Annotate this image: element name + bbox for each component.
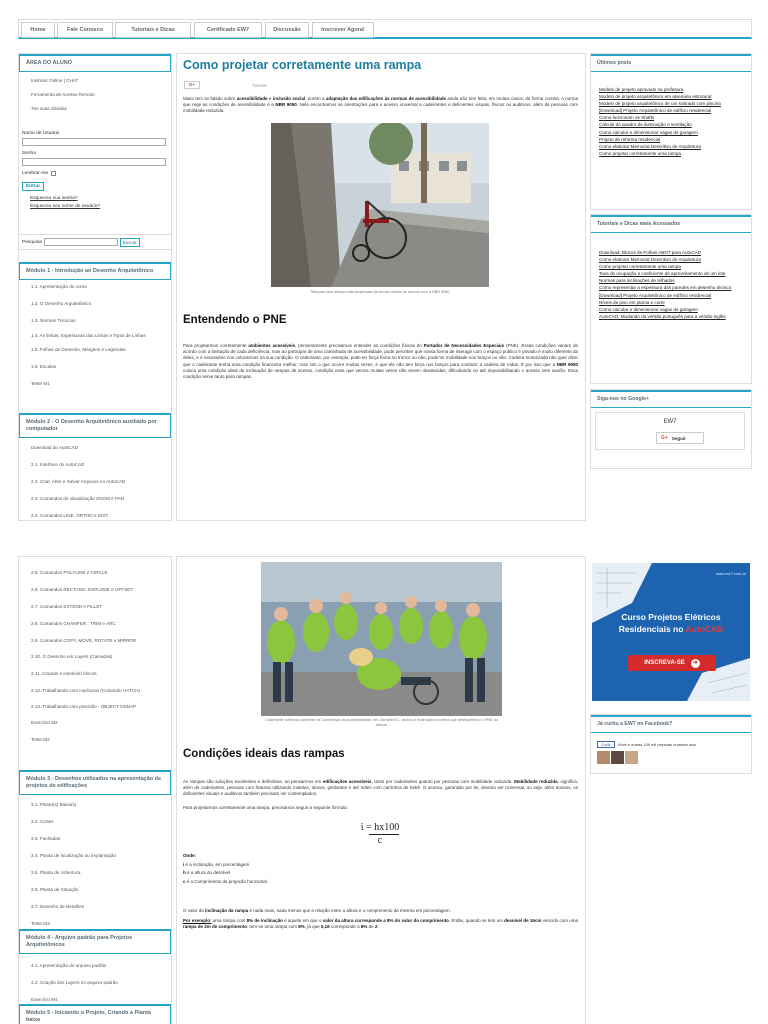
top-nav	[18, 19, 752, 39]
most-accessed-title: Tutoriais e Dicas mais Acessados	[591, 215, 751, 233]
module-2-title[interactable]: Módulo 2 - O Desenho Arquitetônico auxiliado por computador	[19, 413, 171, 438]
ad-headline-line1: Curso Projetos Elétricos	[621, 612, 721, 622]
section-condicoes-title: Condições ideais das rampas	[183, 748, 345, 760]
recent-post-link[interactable]: Como calcular e dimensionar vagas de garagem	[599, 129, 698, 135]
section-condicoes-formula-intro: Para projetarmos corretamente uma rampa, precisamos seguir a seguinte fórmula:	[183, 805, 348, 810]
nav-inscrever[interactable]: Inscrever Agora!	[312, 22, 374, 38]
ramp-photo	[271, 123, 489, 287]
module-item[interactable]: 2.8. Comandos CHAMFER , TRIM e ARC	[31, 621, 116, 626]
module-item[interactable]: 1.1. Apresentação do curso	[31, 284, 87, 289]
accessed-post-link[interactable]: AutoCAD: Mudando da versão português para a versão inglês	[599, 313, 726, 319]
module-2-continued-list	[19, 557, 171, 747]
module-item[interactable]: Teste M1	[31, 381, 50, 386]
module-item[interactable]: 3.3. Fachadas	[31, 836, 61, 841]
recent-post-link[interactable]: Projeto de reforma residencial	[599, 136, 661, 142]
left-sidebar	[18, 53, 172, 521]
accessed-post-link[interactable]: Como calcular e dimensionar vagas de garagem	[599, 306, 698, 312]
module-item[interactable]: 4.2. Criação dos Layers no arquivo padrão	[31, 980, 118, 985]
module-item[interactable]: Teste M2	[31, 737, 50, 742]
accessed-post-link[interactable]: Como projetar corretamente uma rampa	[599, 264, 681, 270]
module-item[interactable]: 3.7. Desenho de Detalhes	[31, 904, 85, 909]
search-button[interactable]: Buscar	[120, 238, 140, 247]
module-4-title[interactable]: Módulo 4 - Arquivo padrão para Projetos Arquitetônicos	[19, 929, 171, 954]
gplus-widget	[590, 389, 752, 469]
search-bar	[19, 234, 171, 250]
username-input[interactable]	[22, 138, 166, 146]
nav-certificado[interactable]: Certificado EW7	[194, 22, 262, 38]
aluno-link-remote[interactable]: Ferramenta de Acesso Remoto	[31, 92, 95, 97]
module-item[interactable]: 2.9. Comandos COPY, MOVE, ROTATE e MIRROR	[31, 638, 137, 643]
module-item[interactable]: Exercício M2	[31, 720, 58, 725]
facebook-like-row	[597, 741, 697, 748]
recent-post-link[interactable]: Como elaborar Memorial Descritivo de Arquitetura	[599, 143, 701, 149]
nav-discussao[interactable]: Discussão	[265, 22, 309, 38]
aluno-link-chat[interactable]: Instrutor Online | CHAT	[31, 78, 79, 83]
remember-checkbox[interactable]	[51, 171, 56, 176]
course-ad-banner[interactable]	[592, 563, 750, 701]
gplus-follow-label: Seguir	[671, 435, 686, 441]
formula-numerator: i = hx100	[360, 822, 400, 833]
arrow-right-icon: ➜	[692, 659, 698, 666]
gplus-follow-button[interactable]	[656, 432, 704, 444]
article-intro: Muito tem se falado sobre acessibilidade e inclusão social, porém a adaptação das edificações às normas de acessibilidade ainda não tem feita, em muitos casos, de forma correta. A norma que rege as condições de acessibilidade é a NBR 9050. Nela encontramos as orientações para o acesso universal a cadeirantes e deficientes visuais, físicos ou auditivos, além de pessoas com mobilidade reduzida.	[183, 96, 579, 114]
ad-cta-button[interactable]	[628, 655, 716, 671]
formula-legend	[183, 852, 578, 886]
module-item[interactable]: 2.6. Comandos RECTANG, EXPLODE e OFFSET	[31, 587, 134, 592]
gplus-name: EW7	[663, 419, 677, 425]
search-label: Pesquisa	[22, 239, 42, 245]
ramp-photo-illustration	[271, 123, 489, 287]
gplus-card	[595, 412, 745, 450]
accessed-post-link[interactable]: Normas para inclinações de telhados	[599, 278, 675, 284]
example-text: Por exemplo: uma rampa com 8% de inclinação é aquela em que o valor da altura corresponde a 8% do valor do comprimento. Então, quando se tem um desnível de 16cm vencido com uma rampa de 2m de comprimento, tem-se uma rampa com 8%, já que 0,16 corresponde a 8% de 2.	[183, 918, 578, 930]
nav-fale-conosco[interactable]: Fale Conosco	[57, 22, 113, 38]
accessed-post-link[interactable]: Níveis de piso em planta e corte	[599, 299, 665, 305]
avatar[interactable]	[611, 751, 624, 764]
facebook-widget-title: Já curtiu a EW7 no Facebook?	[591, 715, 751, 733]
accessed-post-link[interactable]: Como elaborar Memorial Descritivo de Arquitetura	[599, 257, 701, 263]
accessed-post-link[interactable]: Como representar a espessura das paredes em desenho técnico	[599, 285, 732, 291]
module-item[interactable]: Exercício M4	[31, 997, 58, 1002]
module-item[interactable]: 1.6. Escalas	[31, 364, 57, 369]
module-item[interactable]: 2.10. O Desenho em Layers (Camadas)	[31, 654, 113, 659]
module-item[interactable]: 2.5. Comandos POLYLINE e CIRCLE	[31, 570, 108, 575]
module-item[interactable]: 1.4. As linhas, Espessuras das Linhas e Tipos de Linhas	[31, 333, 146, 338]
module-item[interactable]: 2.4. Comandos LINE, ORTHO e DIST	[31, 513, 109, 518]
ad-cta-label: INSCREVA-SE	[644, 660, 685, 666]
section-entendendo-text: Para projetarmos corretamente ambientes acessíveis, primeiramente precisamos entender as condições físicas do Portador de Necessidades Especiais (PNE). Essas condições variam de acordo com a limitação de cada deficiência, mas ao participar de uma caminhada de acessibilidade, pude perceber que nossa forma de interagir com o espaço público é privado é muito diferente da deles, e é necessário nos colocarmos na sua condição. O cadeirante, por exemplo, pode ter força física no tronco ou não, pode ter mobilidade nos braços ou não. Cadeira motorizada não quer dizer que o cadeirante tenha uma condição financeira melhor, mas sim o que ocorre muitas vezes, é que ele não tem força nos braços para conduzir a cadeira de rodas. É por isso que a NBR 9050 coloca uma condição ideal de inclinação de rampas de acesso, condição essa que vemos muitas vezes não serem obedecidas, dificultando ou até impossibilitando o acesso sem auxílio. Essa condição serve tanto para rampas.	[183, 343, 579, 380]
module-item[interactable]: 2.3. Comandos de visualização ZOOM e PAN	[31, 496, 125, 501]
module-5-title[interactable]: Módulo 5 - Iniciando o Projeto, Criando a Planta baixa	[19, 1004, 171, 1024]
formula-denominator: c	[377, 835, 383, 846]
module-4	[19, 929, 171, 1007]
walk-photo-caption: Cadeirante sofrendo acidente na Caminhada da Acessibilidade, em Joinville/SC, devido à inclinação incorreta que desequilibrou o PNE ao descer	[265, 718, 498, 727]
walk-photo	[261, 562, 502, 716]
module-3-title[interactable]: Módulo 3 - Desenhos utilizados na apresentação de projetos de edificações	[19, 770, 171, 795]
search-input[interactable]	[44, 238, 118, 246]
avatar[interactable]	[597, 751, 610, 764]
aluno-link-doubts[interactable]: Tire suas dúvidas	[31, 106, 67, 111]
module-4-list	[19, 954, 171, 1007]
recent-posts-list	[591, 72, 751, 157]
module-item[interactable]: Teste M3	[31, 921, 50, 926]
gplus-icon: G+	[661, 435, 668, 441]
password-input[interactable]	[22, 158, 166, 166]
module-item[interactable]: 4.1. Apresentação do arquivo padrão	[31, 963, 107, 968]
onde-label: Onde:	[183, 853, 196, 858]
forgot-password-link[interactable]: Esqueceu sua senha?	[30, 196, 78, 201]
module-item[interactable]: 2.11. Criando e inserindo blocos.	[31, 671, 98, 676]
module-item[interactable]: 3.2. Cortes	[31, 819, 54, 824]
most-accessed	[590, 214, 752, 384]
recent-post-link[interactable]: Modelo de projeto arquitetônico em alvenaria estrutural	[599, 94, 712, 100]
var-h: h é a altura do desnível	[183, 870, 231, 875]
facebook-like-count: Você e outras 109 mil pessoas curtiram isso.	[617, 742, 698, 747]
module-item[interactable]: 2.12. Trabalhando com Hachuras (Comando HATCH)	[31, 688, 140, 693]
module-1-title[interactable]: Módulo 1 - Introdução ao Desenho Arquitetônico	[19, 262, 171, 280]
remember-label: Lembrar-me	[22, 171, 49, 176]
var-c: c é o Comprimento da projeção horizontal.	[183, 878, 269, 884]
module-5	[19, 1004, 171, 1024]
module-item[interactable]: 1.3. Normas Técnicas	[31, 318, 76, 323]
tweet-button[interactable]: Tweetar	[252, 83, 267, 88]
ad-headline-line2a: Residenciais no	[618, 624, 686, 634]
module-1	[19, 262, 171, 391]
section-entendendo-title: Entendendo o PNE	[183, 314, 287, 326]
forgot-username-link[interactable]: Esqueceu seu nome de usuário?	[30, 204, 101, 209]
ad-headline-autocad: AutoCAD	[685, 624, 724, 634]
module-item[interactable]: 2.7. Comandos EXTEND e FILLET	[31, 604, 103, 609]
facebook-faces	[597, 751, 638, 764]
login-button[interactable]: Entrar	[22, 182, 44, 191]
module-item[interactable]: 3.6. Planta de Situação	[31, 887, 79, 892]
recent-post-link[interactable]: Como projetar corretamente uma rampa	[599, 150, 681, 156]
var-i: i é a inclinação, em porcentagem	[183, 861, 250, 867]
gplus-share-button[interactable]: G+	[184, 81, 200, 89]
section-condicoes-text: As rampas são soluções excelentes e definitivas, ao pensarmos em edificações acessíveis, tanto por cadeirantes quanto por pessoas com mobilidade reduzida. Mobilidade reduzida, significa, além de cadeirantes, pessoas com fraturas utilizando muletas, idosos, gestantes e até mães com carrinhos de bebê. O acesso, garantido por lei, deveria ser Universal, ou seja, além doosos, os deficientes visuais e auditivos também precisam ser contemplados.	[183, 779, 579, 797]
module-item[interactable]: 1.5. Folhas de Desenho, Margens e Legendas	[31, 347, 126, 352]
module-item[interactable]: Download do AutoCAD	[31, 445, 78, 450]
nav-tutoriais[interactable]: Tutoriais e Dicas	[115, 22, 191, 38]
aluno-title: ÁREA DO ALUNO	[19, 54, 171, 72]
recent-post-link[interactable]: Cálculo do quadro de iluminação e ventilação	[599, 122, 692, 128]
formula	[355, 822, 405, 846]
accessed-post-link[interactable]: Download: Blocos de Folhas ABNT para AutoCAD	[599, 250, 702, 255]
nav-home[interactable]: Home	[21, 22, 55, 38]
facebook-like-button[interactable]: Curtir	[597, 741, 615, 748]
recent-post-link[interactable]: [Download] Projeto Arquitetônico de edifício residencial	[599, 108, 712, 114]
facebook-widget	[590, 714, 752, 774]
recent-posts	[590, 53, 752, 210]
recent-post-link[interactable]: Como funcionam os Shafts	[599, 115, 655, 121]
most-accessed-list	[591, 233, 751, 320]
ramp-photo-caption: Rampas nem sempre são projetadas de forma correta de acordo com a NBR 9050	[310, 290, 450, 294]
recent-post-link[interactable]: Modelo de projeto arquitetônico de um sobrado com piscina	[599, 101, 721, 107]
accessed-post-link[interactable]: [Download] Projeto Arquitetônico de edifício residencial	[599, 292, 712, 298]
password-label: Senha	[22, 151, 36, 156]
module-item[interactable]: 3.5. Planta de cobertura.	[31, 870, 82, 875]
accessed-post-link[interactable]: Taxa de ocupação e coeficiente de aproveitamento de um lote	[599, 271, 726, 277]
gplus-widget-title: Siga-nos no Google+	[591, 390, 751, 408]
module-item[interactable]: 2.2. Criar, Abrir e Salvar Arquivos no AutoCAD	[31, 479, 126, 484]
walk-photo-illustration	[261, 562, 502, 716]
module-3	[19, 770, 171, 931]
recent-post-link[interactable]: Modelo de projeto aprovado na prefeitura	[599, 87, 684, 92]
ad-headline	[592, 611, 750, 635]
module-2	[19, 413, 171, 523]
inclination-text: O valor da inclinação da rampa é nada mais, nada menos que a relação entre a altura e o comprimento da mesma em porcentagem.	[183, 908, 451, 913]
username-label: Nome de Usuário	[22, 131, 60, 136]
avatar[interactable]	[625, 751, 638, 764]
left-sidebar-continued	[18, 556, 172, 1024]
module-item[interactable]: 1.2. O Desenho Arquitetônico	[31, 301, 92, 306]
module-3-list	[19, 798, 171, 931]
login-form	[22, 131, 166, 209]
ad-url: www.ew7.com.br	[715, 571, 746, 576]
module-item[interactable]: 3.4. Planta de localização ou Implantação	[31, 853, 117, 858]
recent-posts-title: Últimos posts	[591, 54, 751, 72]
module-item[interactable]: 3.1. Planta(s) Baixa(s)	[31, 802, 77, 807]
article-title: Como projetar corretamente uma rampa	[183, 58, 422, 72]
module-item[interactable]: 2.1. Interface do AutoCAD	[31, 462, 85, 467]
module-item[interactable]: 2.13. Trabalhando com precisão - OBJECT OSNAP	[31, 704, 137, 709]
